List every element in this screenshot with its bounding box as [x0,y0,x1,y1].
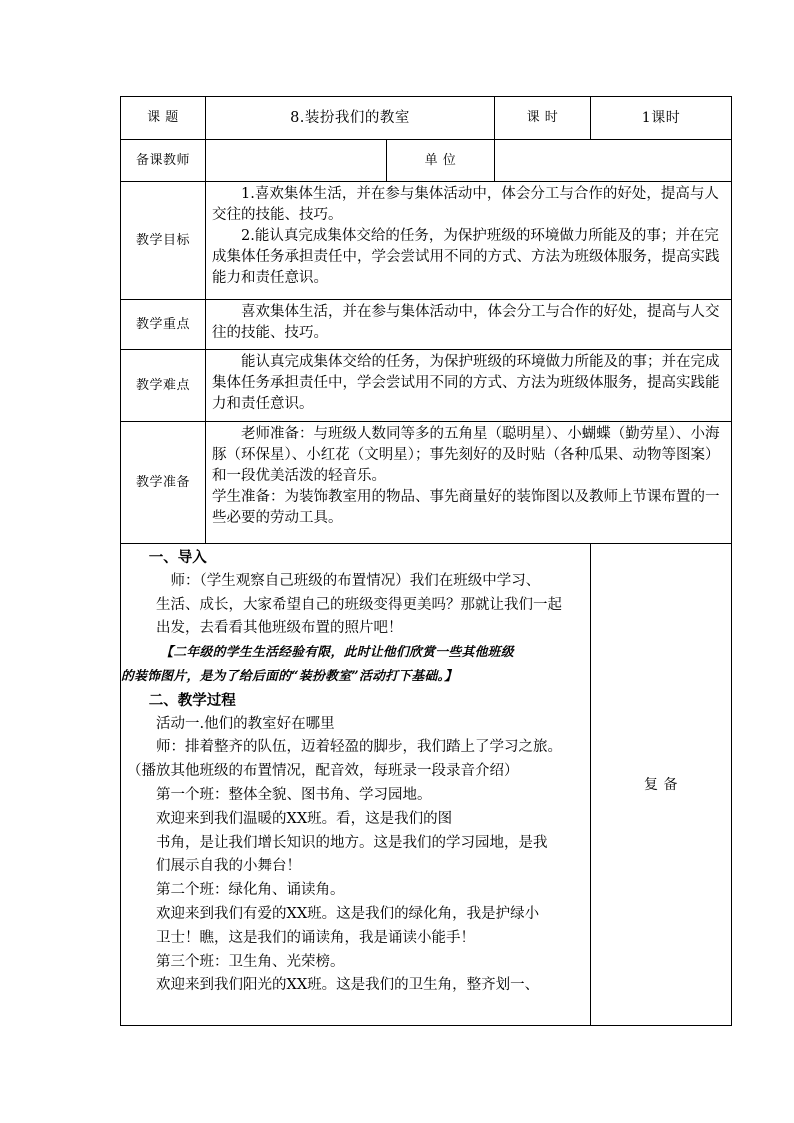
topic-label: 课 题 [147,110,179,125]
period-label: 课 时 [526,110,559,125]
lesson-line: 卫士！瞧，这是我们的诵读角，我是诵读小能手！ [156,929,475,946]
teacher-value [206,140,386,181]
teacher-preparation: 老师准备：与班级人数同等多的五角星（聪明星）、小蝴蝶（勤劳星）、小海豚（环保星）、小红花（文明星）；事先刻好的及时贴（各种瓜果、动物等图案）和一段优美活泼的轻音乐。 [212,426,720,484]
lesson-line: 们展示自我的小舞台！ [156,858,301,875]
goal-item: 1.喜欢集体生活，并在参与集体活动中，体会分工与合作的好处，提高与人交往的技能、技巧。 [212,186,719,223]
section-heading-process: 二、教学过程 [148,691,236,709]
preparation-label: 教学准备 [135,474,190,490]
key-point-item: 喜欢集体生活，并在参与集体活动中，体会分工与合作的好处，提高与人交往的技能、技巧。 [212,304,720,341]
design-note: 的装饰图片，是为了给后面的“装扮教室”活动打下基础。】 [121,668,458,684]
lesson-line: 师：排着整齐的队伍，迈着轻盈的脚步，我们踏上了学习之旅。 [156,739,562,756]
lesson-line: 第一个班：整体全貌、图书角、学习园地。 [156,786,432,803]
preparation-text [206,422,731,543]
lesson-line: 欢迎来到我们有爱的XX班。这是我们的绿化角，我是护绿小 [156,905,540,922]
lesson-line: 生活、成长，大家希望自己的班级变得更美吗？那就让我们一起 [156,596,562,613]
lesson-process [121,544,590,1025]
goals-label: 教学目标 [135,232,190,248]
unit-value [495,140,731,181]
student-preparation: 学生准备：为装饰教室用的物品、事先商量好的装饰图以及教师上节课布置的一些必要的劳动工具。 [212,489,720,526]
section-heading-intro: 一、导入 [148,549,207,566]
lesson-plan-table [120,96,732,1026]
topic-value: 8.装扮我们的教室 [290,110,410,126]
lesson-line: 欢迎来到我们温暖的XX班。看，这是我们的图 [156,810,453,827]
period-value: 1课时 [641,110,681,126]
key-points-label: 教学重点 [135,316,190,332]
lesson-line: 欢迎来到我们阳光的XX班。这是我们的卫生角，整齐划一、 [156,977,540,994]
design-note: 【二年级的学生生活经验有限，此时让他们欣赏一些其他班级 [160,645,514,661]
lesson-line: （播放其他班级的布置情况，配音效，每班录一段录音介绍） [127,763,519,780]
lesson-line: 出发，去看看其他班级布置的照片吧！ [156,620,403,637]
lesson-line: 师：（学生观察自己班级的布置情况）我们在班级中学习、 [170,572,541,589]
teacher-label: 备课教师 [135,152,190,168]
lesson-line: 第二个班：绿化角、诵读角。 [156,882,345,899]
goals-text [206,182,731,299]
review-label: 复 备 [644,776,678,793]
unit-label: 单 位 [424,152,457,168]
lesson-line: 书角，是让我们增长知识的地方。这是我们的学习园地，是我 [156,834,548,851]
difficulties-text [206,350,731,421]
lesson-line: 第三个班：卫生角、光荣榜。 [156,953,345,970]
key-points-text [206,300,731,349]
goal-item: 2.能认真完成集体交给的任务，为保护班级的环境做力所能及的事；并在完成集体任务承担责任中，学会尝试用不同的方式、方法为班级体服务，提高实践能力和责任意识。 [212,228,720,286]
activity-title: 活动一.他们的教室好在哪里 [156,715,335,732]
difficulties-label: 教学难点 [135,377,190,393]
difficulty-item: 能认真完成集体交给的任务，为保护班级的环境做力所能及的事；并在完成集体任务承担责任中，学会尝试用不同的方式、方法为班级体服务，提高实践能力和责任意识。 [212,354,720,412]
